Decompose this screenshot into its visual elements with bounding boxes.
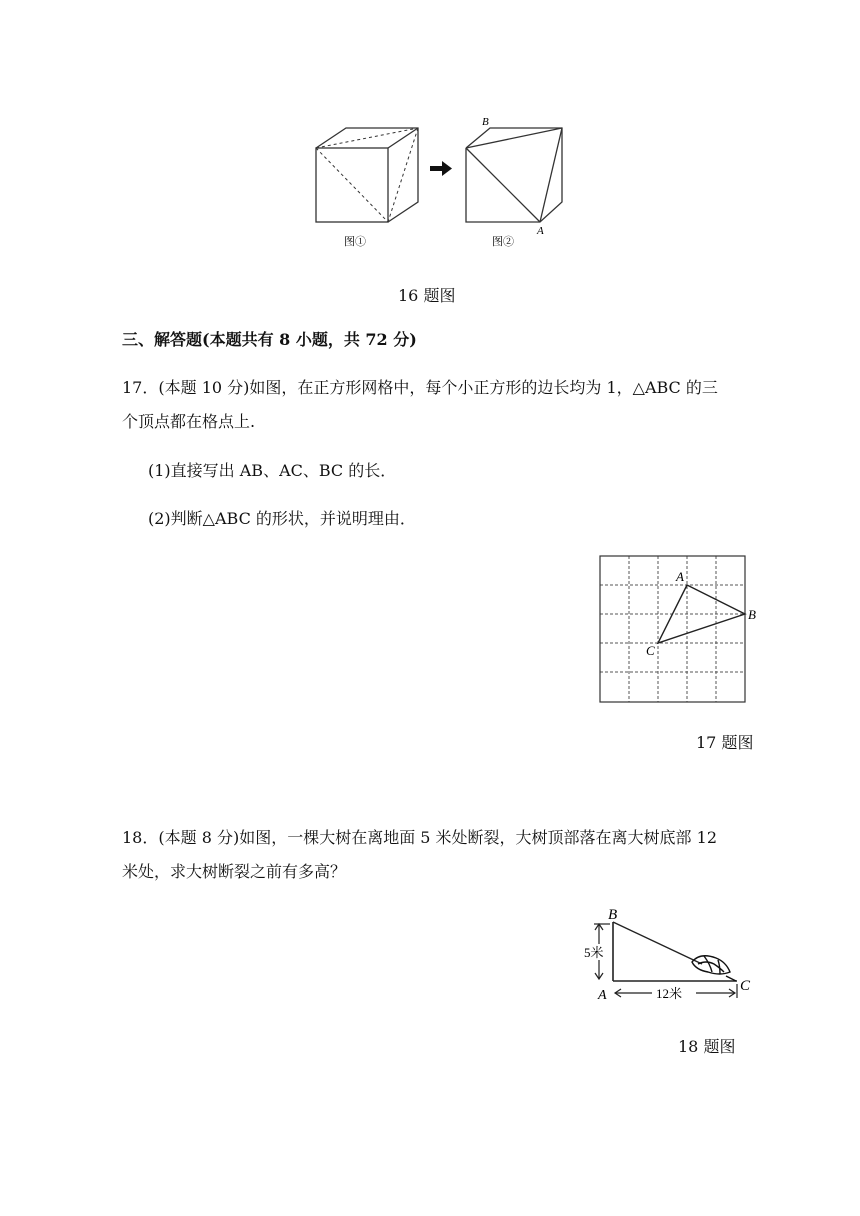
point-a-label: A [537, 225, 544, 237]
q17-subquestion-2: (2)判断△ABC 的形状，并说明理由． [148, 509, 416, 528]
figure-18-caption: 18 题图 [678, 1037, 736, 1056]
point-c-label: C [740, 978, 751, 994]
point-c-label: C [646, 643, 655, 658]
q18-text-line2: 米处，求大树断裂之前有多高？ [122, 862, 347, 881]
arrow-right-icon [430, 161, 452, 176]
figure-16-caption: 16 题图 [398, 286, 456, 305]
q17-text-line2: 个顶点都在格点上. [122, 412, 256, 431]
q18-text-line1: 18．(本题 8 分)如图，一棵大树在离地面 5 米处断裂，大树顶部落在离大树底部 12 [122, 828, 717, 847]
point-b-label: B [482, 116, 489, 128]
cube-figure-2 [466, 128, 562, 222]
broken-tree-top [613, 922, 702, 964]
point-a-label: A [676, 569, 684, 584]
figure-2-label: 图② [492, 236, 514, 248]
grid-border [600, 556, 745, 702]
tree-crown-icon [692, 956, 736, 981]
point-b-label: B [748, 607, 756, 622]
q17-subquestion-1: (1)直接写出 AB、AC、BC 的长． [148, 461, 397, 480]
dimension-horizontal-label: 12米 [656, 986, 683, 1001]
figure-17-grid [596, 552, 766, 708]
point-a-label: A [598, 988, 607, 1003]
figure-18-tree [580, 902, 760, 1008]
figure-1-label: 图① [344, 236, 366, 248]
figure-17-caption: 17 题图 [696, 733, 754, 752]
cube-figure-1 [316, 128, 418, 222]
dimension-vertical-label: 5米 [584, 945, 604, 960]
q17-text-line1: 17．(本题 10 分)如图，在正方形网格中，每个小正方形的边长均为 1，△ABC 的三 [122, 378, 718, 397]
point-b-label: B [608, 907, 618, 923]
figure-16 [300, 110, 580, 260]
section-heading: 三、解答题(本题共有 8 小题，共 72 分) [122, 330, 417, 349]
grid-lines [600, 556, 745, 702]
